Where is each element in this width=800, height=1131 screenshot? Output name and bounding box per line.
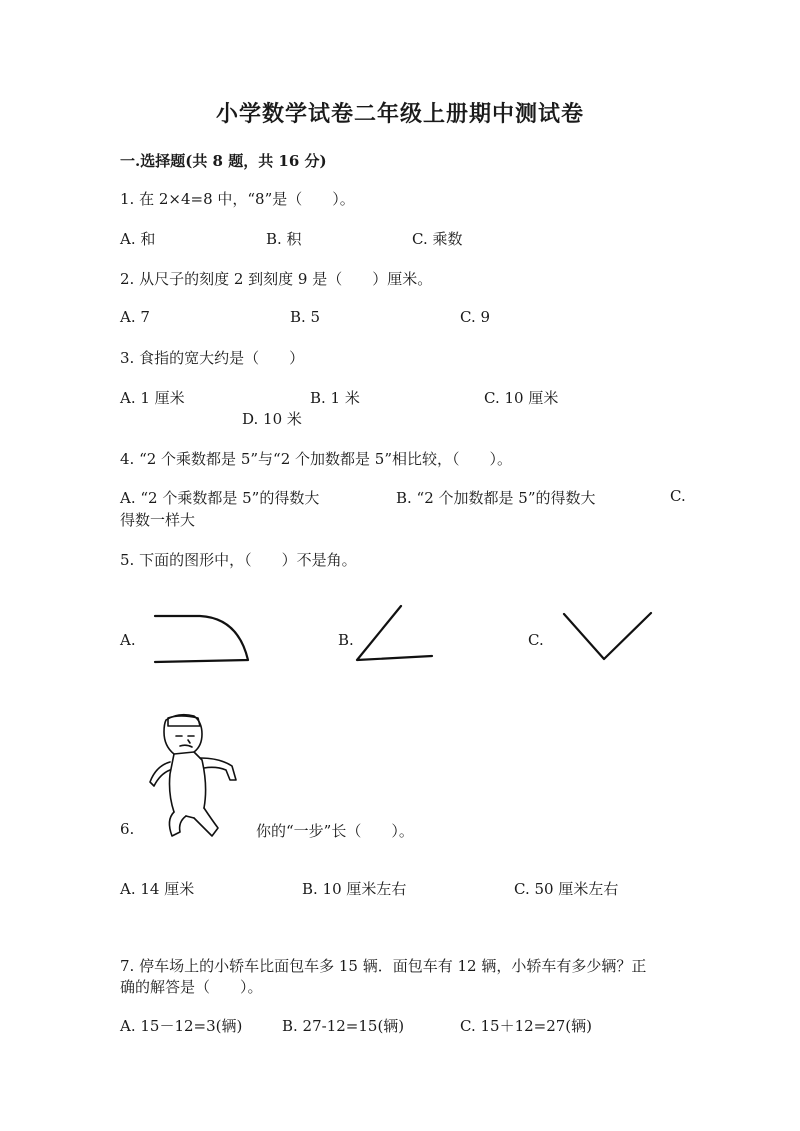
question-6-option-c: C. 50 厘米左右 [514,880,619,898]
question-2-stem: 2. 从尺子的刻度 2 到刻度 9 是（ ）厘米。 [120,270,433,288]
question-6-option-b: B. 10 厘米左右 [302,880,407,898]
question-5-stem: 5. 下面的图形中，（ ）不是角。 [120,551,357,569]
question-4-option-a: A. “2 个乘数都是 5”的得数大 [120,489,320,507]
question-4-option-c-text: 得数一样大 [120,511,196,529]
question-7-stem-line-1: 7. 停车场上的小轿车比面包车多 15 辆．面包车有 12 辆，小轿车有多少辆？正 [120,957,647,975]
question-4-option-c-label: C. [670,487,686,505]
question-2-option-b: B. 5 [290,308,321,326]
question-1-stem: 1. 在 2×4=8 中，“8”是（ ）。 [120,190,355,208]
walking-person-icon [140,710,250,840]
question-4-stem: 4. “2 个乘数都是 5”与“2 个加数都是 5”相比较，（ ）。 [120,450,513,468]
question-3-option-d: D. 10 米 [242,410,302,428]
question-2-option-a: A. 7 [120,308,150,326]
question-7-option-b: B. 27-12=15(辆) [282,1017,405,1035]
question-5-figure-b [353,603,435,663]
question-3-option-a: A. 1 厘米 [120,389,185,407]
question-7-stem-line-2: 确的解答是（ ）。 [120,978,263,996]
question-1-option-a: A. 和 [120,230,156,248]
question-1-option-b: B. 积 [266,230,302,248]
section-heading: 一.选择题(共 8 题，共 16 分) [120,152,327,170]
question-5-option-b: B. [338,631,354,649]
question-5-figure-a [150,610,250,666]
question-6-option-a: A. 14 厘米 [120,880,195,898]
question-3-stem: 3. 食指的宽大约是（ ） [120,349,305,367]
question-3-option-c: C. 10 厘米 [484,389,559,407]
question-5-option-c: C. [528,631,544,649]
question-6-number: 6. [120,820,135,838]
page-title: 小学数学试卷二年级上册期中测试卷 [215,101,584,127]
question-5-option-a: A. [120,631,136,649]
question-7-option-a: A. 15－12=3(辆) [120,1017,243,1035]
question-3-option-b: B. 1 米 [310,389,360,407]
question-1-option-c: C. 乘数 [412,230,463,248]
question-4-option-b: B. “2 个加数都是 5”的得数大 [396,489,596,507]
question-5-figure-c [560,610,656,662]
question-6-stem: 你的“一步”长（ ）。 [256,822,414,840]
question-2-option-c: C. 9 [460,308,491,326]
question-7-option-c: C. 15＋12=27(辆) [460,1017,593,1035]
